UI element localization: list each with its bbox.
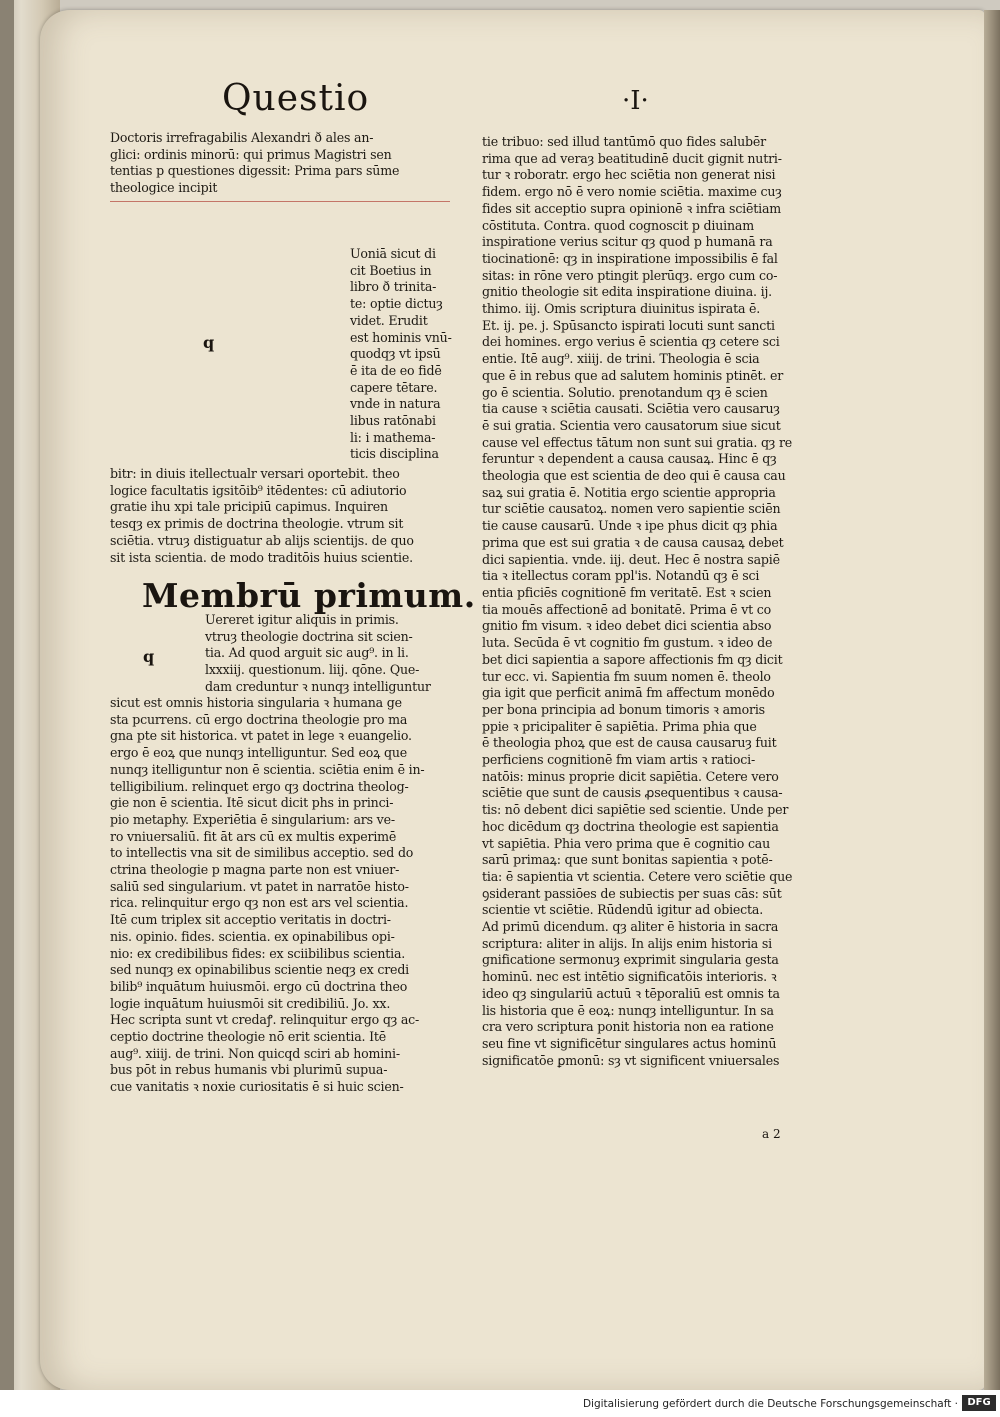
right-col-line: natōis: minus proprie dicit sapiētia. Cetere vero [482,768,779,784]
left-full2-line: to intellectis vna sit de similibus acceptio. sed do [110,845,414,861]
left-full2-line: nunqȝ itelliguntur non ē scientia. sciētia enim ē in- [110,761,425,777]
left-narrow-block-1 [350,246,452,463]
right-col-line: sciētie que sunt de causis ꝓsequentibus ꝛ causa- [482,785,783,801]
left-full1-line: tesqȝ ex primis de doctrina theologie. vtrum sit [110,516,404,532]
right-col-line: tie tribuo: sed illud tantūmō quo fides salubēr [482,134,766,149]
right-col-line: gnitio theologie sit edita inspiratione diuina. ij. [482,284,772,300]
left-narrow1-line: ē ita de eo fidē [350,362,442,378]
right-col-line: tis: nō debent dici sapiētie sed scientie. Unde per [482,802,789,818]
right-col-line: que ē in rebus que ad salutem hominis ptinēt. er [482,367,784,383]
left-full-block-1 [110,466,414,566]
left-full2-line: aug⁹. xiiij. de trini. Non quicqd sciri ab homini- [110,1045,400,1061]
left-full2-line: Hec scripta sunt vt credaꝭ. relinquitur ergo qȝ ac- [110,1012,420,1028]
dfg-logo: DFG [962,1395,996,1411]
left-intro-line: theologice incipit [110,180,218,196]
left-full2-line: Itē cum triplex sit acceptio veritatis in doctri- [110,912,391,928]
right-col-line: tur ecc. vi. Sapientia fm suum nomen ē. theolo [482,668,771,684]
right-col-line: gnitio fm visum. ꝛ ideo debet dici scientia abso [482,618,772,634]
left-full2-line: sicut est omnis historia singularia ꝛ humana ge [110,695,402,710]
right-col-line: sitas: in rōne vero ptingit plerūqȝ. ergo cum co- [482,267,778,283]
left-narrow2-line: vtruȝ theologie doctrina sit scien- [205,628,413,644]
right-col-line: tie cause causarū. Unde ꝛ ipe phus dicit qȝ phia [482,518,778,534]
right-col-line: tur sciētie causatoꝝ. nomen vero sapientie sciēn [482,501,781,517]
left-narrow1-line: quodqȝ vt ipsū [350,346,441,362]
left-full2-line: logie inquātum huiusmōi sit credibiliū. Jo. xx. [110,995,391,1011]
right-col-line: cōstituta. Contra. quod cognoscit p diuinam [482,217,754,233]
left-intro-block [110,130,399,197]
right-col-line: tur ꝛ roboratr. ergo hec sciētia non generat nisi [482,167,776,183]
left-full2-line: ergo ē eoꝝ que nunqȝ intelliguntur. Sed eoꝝ que [110,745,408,761]
left-full1-line: logice facultatis igsitōib⁹ itēdentes: cū adiutorio [110,482,407,498]
right-col-line: go ē scientia. Solutio. prenotandum qȝ ē scien [482,384,768,400]
folio-number: ·I· [622,86,649,116]
left-narrow1-line: te: optie dictuȝ [350,296,443,312]
right-col-line: cra vero scriptura ponit historia non ea ratione [482,1019,774,1035]
left-narrow1-line: videt. Erudit [350,312,428,328]
right-col-line: scriptura: aliter in alijs. In alijs enim historia si [482,935,773,951]
right-col-line: tia: ē sapientia vt scientia. Cetere vero sciētie que [482,868,793,884]
right-col-line: thimo. iij. Omis scriptura diuinitus ispirata ē. [482,301,761,317]
right-col-line: gia igit que perficit animā fm affectum monēdo [482,685,775,701]
right-col-line: prima que est sui gratia ꝛ de causa causaꝝ debet [482,534,784,550]
right-col-line: sarū primaꝝ: que sunt bonitas sapientia ꝛ potē- [482,852,773,868]
right-col-line: feruntur ꝛ dependent a causa causaꝝ. Hinc ē qȝ [482,451,777,467]
left-full2-line: gna pte sit historica. vt patet in lege ꝛ euangelio. [110,728,412,744]
right-col-line: luta. Secūda ē vt cognitio fm gustum. ꝛ ideo de [482,635,773,651]
left-narrow1-line: libus ratōnabi [350,413,436,429]
right-col-line: Ad primū dicendum. qȝ aliter ē historia in sacra [482,919,779,935]
right-col-line: ē sui gratia. Scientia vero causatorum siue sicut [482,417,781,433]
left-full2-line: bus pōt in rebus humanis vbi plurimū supua- [110,1062,388,1078]
left-narrow1-line: cit Boetius in [350,262,432,278]
right-col-line: hominū. nec est intētio significatōis interioris. ꝛ [482,969,777,985]
guide-letter-q-2: q [143,647,155,666]
right-col-line: significatōe ꝑmonū: sȝ vt significent vniuersales [482,1052,780,1068]
right-col-line: tia mouēs affectionē ad bonitatē. Prima ē vt co [482,601,772,617]
left-narrow-block-2 [205,612,431,696]
right-col-line: tia cause ꝛ sciētia causati. Sciētia vero causaruȝ [482,401,780,417]
right-col-line: scientie vt sciētie. Rūdendū igitur ad obiecta. [482,902,764,918]
left-full2-line: gie non ē scientia. Itē sicut dicit phs in princi- [110,795,394,811]
left-intro-line: glici: ordinis minorū: qui primus Magistri sen [110,146,392,162]
left-full2-line: bilib⁹ inquātum huiusmōi. ergo cū doctrina theo [110,978,408,994]
left-narrow1-line: Uoniā sicut di [350,246,436,261]
right-col-line: hoc dicēdum qȝ doctrina theologie est sapientia [482,818,779,834]
digitization-footer [0,1390,1000,1417]
left-full-block-2 [110,695,424,1096]
right-col-line: fidem. ergo nō ē vero nomie sciētia. maxime cuȝ [482,184,782,200]
left-narrow1-line: li: i mathema- [350,429,436,445]
left-narrow1-line: libro ð trinita- [350,279,437,295]
right-col-line: tiocinationē: qȝ in inspiratione impossibilis ē fal [482,250,778,266]
right-col-line: vt sapiētia. Phia vero prima que ē cognitio cau [482,835,771,851]
guide-letter-q: q [203,333,215,352]
right-col-line: ideo qȝ singulariū actuū ꝛ tēporaliū est omnis ta [482,985,780,1001]
right-col-line: theologia que est scientia de deo qui ē causa cau [482,468,786,484]
right-col-line: cause vel effectus tātum non sunt sui gratia. qȝ re [482,434,793,450]
left-full2-line: cue vanitatis ꝛ noxie curiositatis ē si huic scien- [110,1079,404,1095]
right-column-text [482,134,792,1069]
left-narrow1-line: est hominis vnū- [350,329,452,345]
left-full2-line: ro vniuersaliū. fit āt ars cū ex multis experimē [110,828,397,844]
right-col-line: perficiens cognitionē fm viam artis ꝛ ratioci- [482,752,756,768]
left-full1-line: sciētia. vtruȝ distiguatur ab alijs scientijs. de quo [110,532,414,548]
left-intro-line: Doctoris irrefragabilis Alexandri ð ales an- [110,130,374,145]
membrum-heading: Membrū primum. [142,576,476,615]
left-narrow2-line: dam creduntur ꝛ nunqȝ intelliguntur [205,678,431,694]
left-full2-line: sed nunqȝ ex opinabilibus scientie neqȝ ex credi [110,962,410,978]
right-col-line: entia pficiēs cognitionē fm veritatē. Est ꝛ scien [482,584,772,600]
page-edge-shadow [984,10,1000,1390]
right-col-line: saꝝ sui gratia ē. Notitia ergo scientie appropria [482,484,776,500]
left-full1-line: bitr: in diuis itellectualr versari oportebit. theo [110,466,400,481]
left-narrow2-line: Uereret igitur aliquis in primis. [205,612,399,627]
left-full2-line: pio metaphy. Experiētia ē singularium: ars ve- [110,811,395,827]
footer-credit: Digitalisierung gefördert durch die Deutsche Forschungsgemeinschaft · [582,1398,958,1410]
rubric-underline [110,201,450,202]
right-col-line: ē theologia phoꝝ que est de causa causaruȝ fuit [482,735,777,751]
right-col-line: dei homines. ergo verius ē scientia qȝ cetere sci [482,334,780,350]
right-col-line: ppie ꝛ pricipaliter ē sapiētia. Prima phia que [482,718,757,734]
signature-mark: a 2 [762,1127,781,1141]
right-col-line: inspiratione verius scitur qȝ quod p humanā ra [482,234,773,250]
left-full2-line: ceptio doctrine theologie nō erit scientia. Itē [110,1029,387,1045]
book-binding-edge [0,0,14,1390]
left-narrow1-line: ticis disciplina [350,446,439,462]
right-col-line: per bona principia ad bonum timoris ꝛ amoris [482,701,765,717]
left-full2-line: nio: ex credibilibus fides: ex sciibilibus scientia. [110,945,406,961]
right-col-line: tia ꝛ itellectus coram ppl'is. Notandū qȝ ē sci [482,568,760,584]
right-col-line: gnificatione sermonuȝ exprimit singularia gesta [482,952,779,968]
left-narrow1-line: capere tētare. [350,379,438,395]
left-full2-line: sta pcurrens. cū ergo doctrina theologie pro ma [110,711,408,727]
right-col-line: ꝯsiderant passiōes de subiectis per suas cās: sūt [482,885,782,901]
right-col-line: Et. ij. pe. j. Spūsancto ispirati locuti sunt sancti [482,317,775,333]
right-col-line: rima que ad veraȝ beatitudinē ducit gignit nutri- [482,150,782,166]
right-col-line: dici sapientia. vnde. iij. deut. Hec ē nostra sapiē [482,551,780,567]
left-narrow2-line: tia. Ad quod arguit sic aug⁹. in li. [205,645,409,661]
right-col-line: entie. Itē aug⁹. xiiij. de trini. Theologia ē scia [482,351,760,367]
left-full2-line: ctrina theologie p magna parte non est vniuer- [110,862,400,878]
left-full2-line: nis. opinio. fides. scientia. ex opinabilibus opi- [110,928,395,944]
left-full1-line: sit ista scientia. de modo traditōis huius scientie. [110,549,413,565]
right-col-line: lis historia que ē eoꝝ: nunqȝ intelliguntur. In sa [482,1002,774,1018]
running-head-title: Questio [222,78,370,119]
left-full2-line: saliū sed singularium. vt patet in narratōe histo- [110,878,409,894]
left-full2-line: rica. relinquitur ergo qȝ non est ars vel scientia. [110,895,409,911]
right-col-line: seu fine vt significētur singulares actus hominū [482,1035,777,1051]
left-intro-line: tentias p questiones digessit: Prima pars sūme [110,163,400,179]
left-full1-line: gratie ihu xpi tale pricipiū capimus. Inquiren [110,499,388,515]
left-narrow1-line: vnde in natura [350,396,441,412]
left-full2-line: telligibilium. relinquet ergo qȝ doctrina theolog- [110,778,409,794]
right-col-line: bet dici sapientia a sapore affectionis fm qȝ dicit [482,651,783,667]
left-narrow2-line: lxxxiij. questionum. liij. qōne. Que- [205,662,420,678]
right-col-line: fides sit acceptio supra opinionē ꝛ infra sciētiam [482,200,781,216]
